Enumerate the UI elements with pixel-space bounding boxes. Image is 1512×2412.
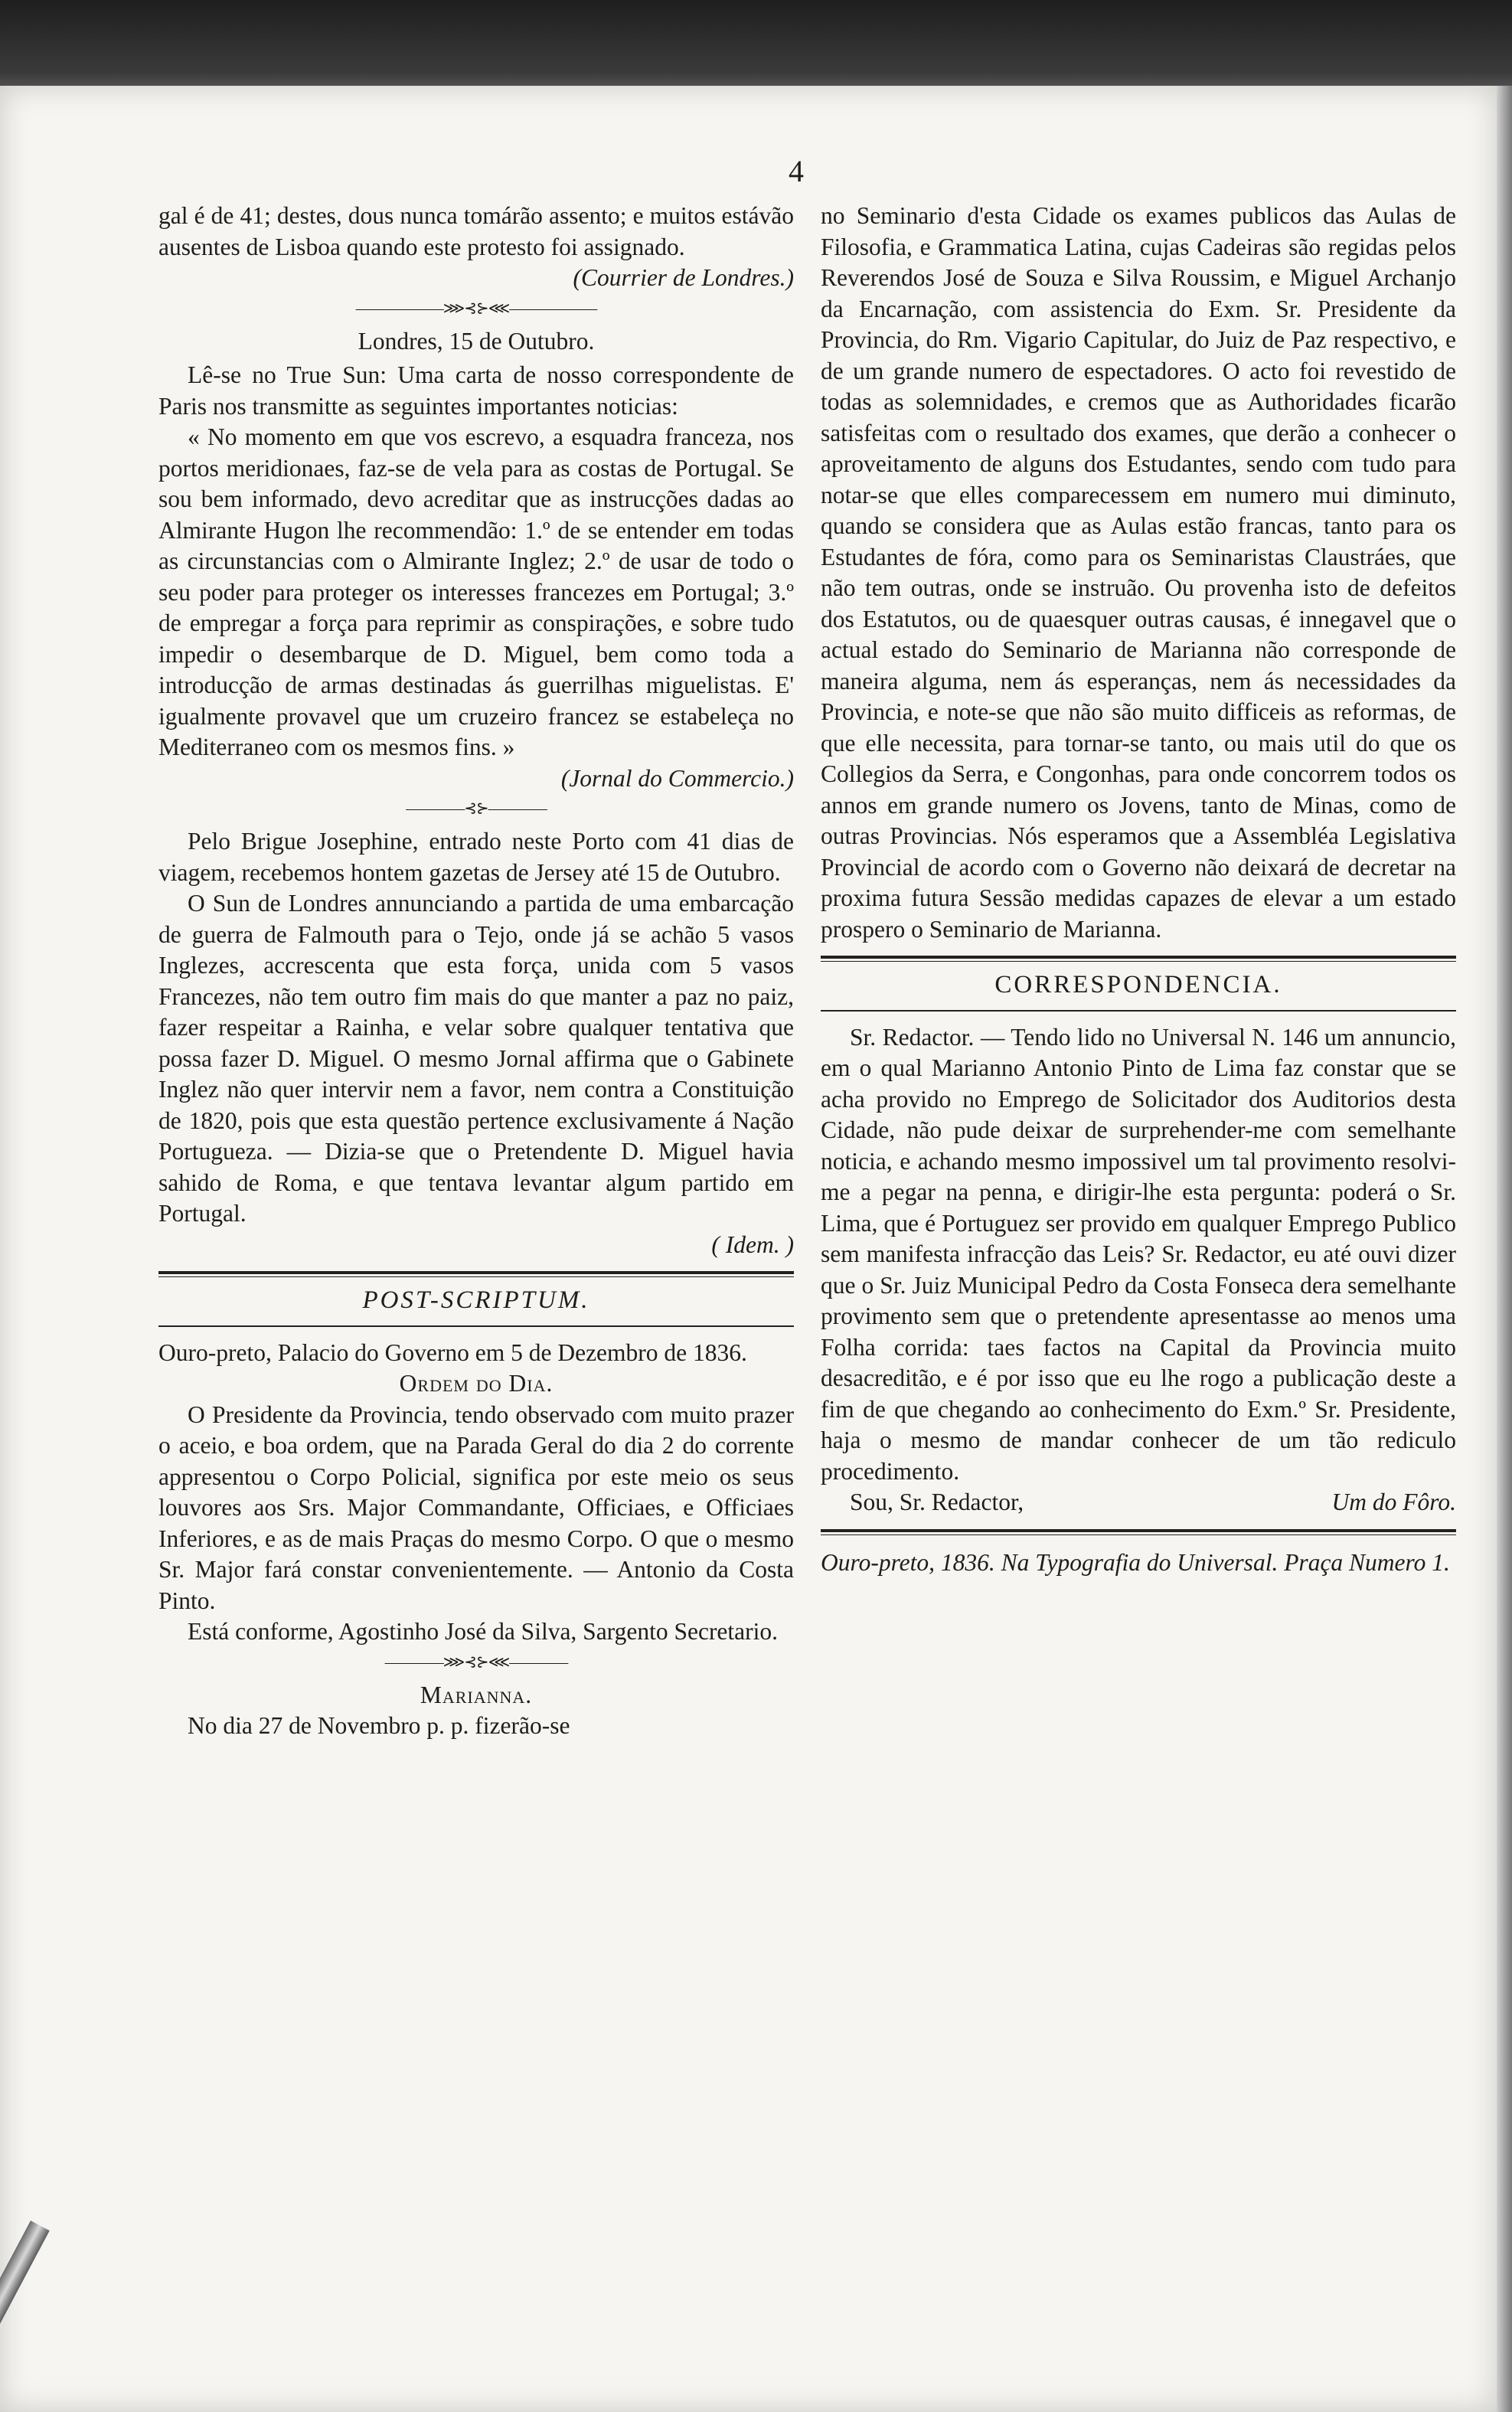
- signature: Um do Fôro.: [1331, 1489, 1456, 1515]
- dateline: Ouro-preto, Palacio do Governo em 5 de Dezembro de 1836.: [158, 1338, 747, 1366]
- double-rule: [158, 1271, 794, 1277]
- letter-paragraph: Sr. Redactor. — Tendo lido no Universal N. 146 um annuncio, em o qual Marianno Antonio Pinto de Lima faz constar que se acha provido no Emprego de Solicitador dos Auditorios desta Cidade, não pude deixar de surprehender-me com semelhante noticia, e achando mesmo impossivel um tal provimento resolvi-me a pegar na penna, e dirigir-lhe esta pergunta: poderá o Sr. Lima, que é Portuguez ser provido em qualquer Emprego Publico sem manifesta infracção das Leis? Sr. Redactor, eu até ouvi dizer que o Sr. Juiz Municipal Pedro da Costa Fonseca dera semelhante provimento sem que o pretendente apresentasse ao menos uma Folha corrida: taes factos na Capital da Provincia muito desacreditão, e é por isso que eu lhe rogo a publicação deste a fim de que chegando ao conhecimento do Exm.º Sr. Presidente, haja o mesmo de mandar conhecer de um tão rediculo procedimento.: [821, 1023, 1456, 1485]
- order-heading: Ordem do Dia.: [399, 1370, 554, 1397]
- article-paragraph: Lê-se no True Sun: Uma carta de nosso correspondente de Paris nos transmitte as seguintes importantes noticias:: [158, 361, 794, 420]
- article-paragraph: No dia 27 de Novembro p. p. fizerão-se: [188, 1712, 570, 1739]
- correspondence-heading: CORRESPONDENCIA.: [994, 971, 1282, 998]
- source-citation: (Jornal do Commercio.): [560, 764, 794, 792]
- sign-off-line: [821, 1487, 1456, 1518]
- article-paragraph: no Seminario d'esta Cidade os exames publicos das Aulas de Filosofia, e Grammatica Latina, cujas Cadeiras são regidas pelos Reverendos José de Souza e Silva Roussim, e Miguel Archanjo da Encarnação, com assistencia do Exm. Sr. Presidente da Provincia, do Rm. Vigario Capitular, do Juiz de Paz respectivo, e de um grande numero de espectadores. O acto foi revestido de todas as solemnidades, e cremos que as Authoridades ficarão satisfeitas com o resultado dos exames, que derão a conhecer o aproveitamento de alguns dos Estudantes, sendo com tudo para notar-se que elles comparecessem em numero mui diminuto, quando se considera que as Aulas estão francas, tanto para os Estudantes de fóra, como para os Seminaristas Claustráes, que não tem outras, onde se instruão. Ou provenha isto de defeitos dos Estatutos, ou de quaesquer outras causas, é innegavel que o actual estado do Seminario de Marianna não corresponde de maneira alguma, nem ás esperanças, nem ás necessidades da Provincia, e note-se que não são muito difficeis as reformas, de que elle necessita, para tornar-se tanto, ou mais util do que os Collegios da Serra, e Congonhas, para onde concorrem todos os annos em grande numero os Jovens, tanto de Minas, como de outras Provincias. Nós esperamos que a Assembléa Legislativa Provincial de acordo com o Governo não deixará de decretar na proxima futura Sessão medidas capazes de elevar a um estado prospero o Seminario de Marianna.: [821, 202, 1456, 943]
- rule: [821, 1010, 1456, 1012]
- source-citation: ( Idem. ): [711, 1231, 794, 1258]
- postscript-heading: POST-SCRIPTUM.: [362, 1286, 590, 1314]
- rule: [158, 1325, 794, 1327]
- article-paragraph: Pelo Brigue Josephine, entrado neste Porto com 41 dias de viagem, recebemos hontem gazetas de Jersey até 15 de Outubro.: [158, 828, 794, 886]
- double-rule: [821, 1529, 1456, 1535]
- printer-imprint: Ouro-preto, 1836. Na Typografia do Universal. Praça Numero 1.: [821, 1548, 1450, 1576]
- mariana-heading: Marianna.: [420, 1681, 533, 1708]
- sign-off: Sou, Sr. Redactor,: [850, 1489, 1024, 1515]
- attestation: Está conforme, Agostinho José da Silva, Sargento Secretario.: [188, 1618, 779, 1645]
- article-paragraph: gal é de 41; destes, dous nunca tomárão assento; e muitos estávão ausentes de Lisboa quando este protesto foi assignado.: [158, 202, 794, 260]
- dateline: Londres, 15 de Outubro.: [358, 327, 595, 355]
- section-divider: ————⊰⊱————: [406, 800, 547, 817]
- section-divider: ——————⋙⊰⊱⋘——————: [355, 299, 597, 317]
- quoted-letter: « No momento em que vos escrevo, a esquadra franceza, nos portos meridionaes, faz-se de vela para as costas de Portugal. Se sou bem informado, devo acreditar que as instrucções dadas ao Almirante Hugon lhe recommendão: 1.º de se entender em todas as circunstancias com o Almirante Inglez; 2.º de usar de todo o seu poder para proteger os interesses francezes em Portugal; 3.º de empregar a força para reprimir as conspirações, e sobre tudo impedir o desembarque de D. Miguel, bem como toda a introducção de armas destinadas ás guerrilhas miguelistas. E' igualmente provavel que um cruzeiro francez se estabeleça no Mediterraneo com os mesmos fins. »: [158, 423, 794, 760]
- section-divider: ————⋙⊰⊱⋘————: [384, 1653, 568, 1671]
- source-citation: (Courrier de Londres.): [573, 264, 794, 291]
- left-column: [158, 201, 794, 1742]
- double-rule: [821, 956, 1456, 962]
- article-paragraph: O Sun de Londres annunciando a partida de uma embarcação de guerra de Falmouth para o Tejo, onde já se achão 5 vasos Inglezes, accrescenta que esta força, unida com 5 vasos Francezes, não tem outro fim mais do que manter a paz no paiz, fazer respeitar a Rainha, e velar sobre qualquer tentativa que possa fazer D. Miguel. O mesmo Jornal affirma que o Gabinete Inglez não quer intervir nem a favor, nem contra a Constituição de 1820, pois que esta questão pertence exclusivamente á Nação Portugueza. — Dizia-se que o Pretendente D. Miguel havia sahido de Roma, e que tentava levantar algum partido em Portugal.: [158, 890, 794, 1227]
- scanner-background-strip: [0, 0, 1512, 90]
- page-edge: [1497, 86, 1512, 2412]
- page-number: 4: [789, 154, 804, 188]
- article-paragraph: O Presidente da Provincia, tendo observado com muito prazer o aceio, e boa ordem, que na Parada Geral do dia 2 do corrente appresentou o Corpo Policial, significa por este meio os seus louvores aos Srs. Major Commandante, Officiaes, e Officiaes Inferiores, e as de mais Praças do mesmo Corpo. O que o mesmo Sr. Major fará constar convenientemente. — Antonio da Costa Pinto.: [158, 1400, 794, 1614]
- right-column: [821, 201, 1456, 1578]
